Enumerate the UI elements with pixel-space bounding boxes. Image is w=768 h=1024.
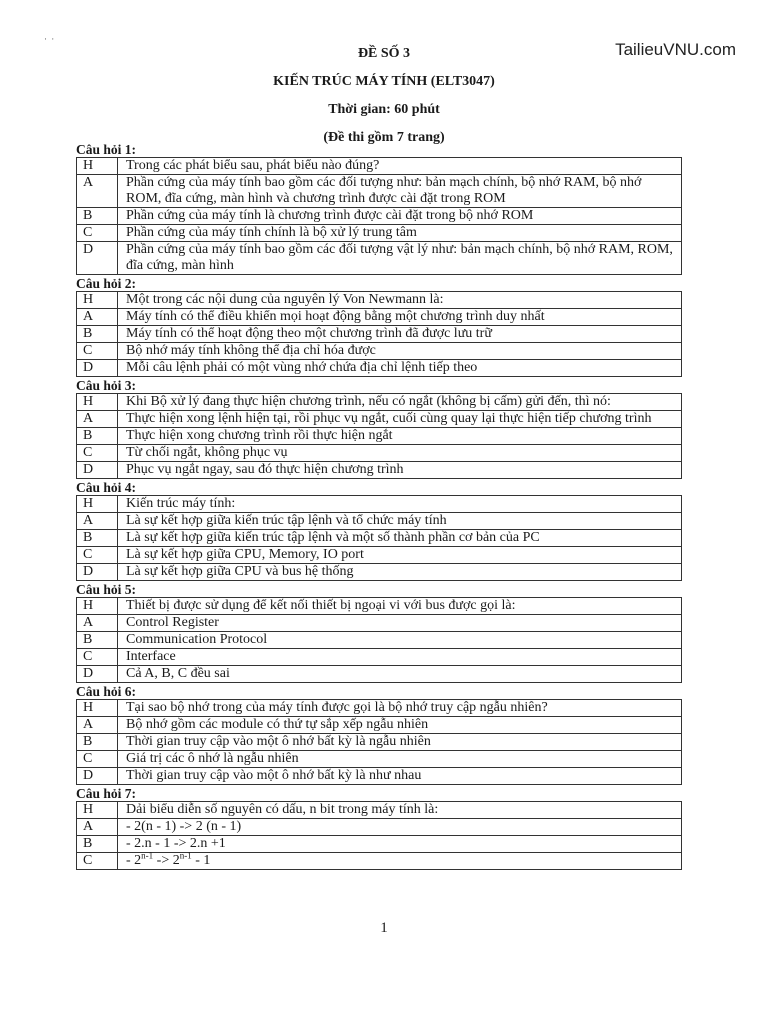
option-text [118, 850, 682, 870]
option-key: C [77, 225, 118, 242]
option-row [77, 649, 682, 666]
option-row [77, 666, 682, 683]
exam-number: ĐỀ SỐ 3 [357, 46, 411, 61]
option-key: C [77, 547, 118, 564]
option-text: Máy tính có thể điều khiển mọi hoạt động bằng một chương trình duy nhất [118, 309, 682, 326]
option-key: C [77, 343, 118, 360]
option-text: Bộ nhớ gồm các module có thứ tự sắp xếp ngẫu nhiên [118, 717, 682, 734]
formula-part: - 2 [126, 853, 142, 868]
option-row [77, 428, 682, 445]
question-text: Tại sao bộ nhớ trong của máy tính được gọi là bộ nhớ truy cập ngẫu nhiên? [118, 700, 682, 717]
option-row [77, 564, 682, 581]
question-row [77, 700, 682, 717]
option-row [77, 836, 682, 853]
formula-part: - 1 [191, 853, 211, 868]
option-text: Phần cứng của máy tính bao gồm các đối tượng vật lý như: bản mạch chính, bộ nhớ RAM, ROM, đĩa cứng, màn hình [118, 242, 682, 275]
option-key: D [77, 360, 118, 377]
scan-specks: · · [44, 34, 56, 44]
option-row [77, 343, 682, 360]
page-number: 1 [380, 920, 388, 936]
option-row [77, 751, 682, 768]
question-text: Dải biểu diễn số nguyên có dấu, n bit trong máy tính là: [118, 802, 682, 819]
option-row [77, 208, 682, 225]
question-table [76, 393, 682, 479]
option-key: C [77, 751, 118, 768]
question-table [76, 495, 682, 581]
question-row [77, 292, 682, 309]
option-text: Phục vụ ngắt ngay, sau đó thực hiện chương trình [118, 462, 682, 479]
option-text: Thời gian truy cập vào một ô nhớ bất kỳ là ngẫu nhiên [118, 734, 682, 751]
option-row [77, 530, 682, 547]
question-table [76, 699, 682, 785]
option-text: Máy tính có thể hoạt động theo một chương trình đã được lưu trữ [118, 326, 682, 343]
option-key: C [77, 649, 118, 666]
option-key: D [77, 564, 118, 581]
option-text: Là sự kết hợp giữa CPU, Memory, IO port [118, 547, 682, 564]
question-title: Câu hỏi 6: [76, 684, 137, 699]
question-row [77, 802, 682, 819]
question-row [77, 598, 682, 615]
option-row [77, 768, 682, 785]
question-title: Câu hỏi 5: [76, 582, 137, 597]
option-text: Thực hiện xong chương trình rồi thực hiện ngắt [118, 428, 682, 445]
option-row [77, 547, 682, 564]
question-title: Câu hỏi 4: [76, 480, 137, 495]
question-table [76, 801, 682, 870]
option-key: B [77, 836, 118, 853]
option-row [77, 632, 682, 649]
option-text: - 2(n - 1) -> 2 (n - 1) [118, 819, 682, 836]
question-title: Câu hỏi 3: [76, 378, 137, 393]
option-key: B [77, 530, 118, 547]
option-key: H [77, 394, 118, 411]
option-key: C [77, 445, 118, 462]
option-key: H [77, 158, 118, 175]
option-key: B [77, 326, 118, 343]
question-text: Trong các phát biểu sau, phát biểu nào đúng? [118, 158, 682, 175]
option-key: A [77, 411, 118, 428]
option-text: - 2.n - 1 -> 2.n +1 [118, 836, 682, 853]
option-key: A [77, 717, 118, 734]
option-key: A [77, 175, 118, 208]
option-key: A [77, 615, 118, 632]
option-key: B [77, 632, 118, 649]
option-key: D [77, 242, 118, 275]
pages-note: (Đề thi gồm 7 trang) [323, 130, 445, 145]
option-row [77, 326, 682, 343]
question-title: Câu hỏi 2: [76, 276, 137, 291]
option-key: A [77, 513, 118, 530]
option-key: H [77, 700, 118, 717]
option-key: C [77, 853, 118, 870]
option-key: D [77, 768, 118, 785]
option-key: H [77, 598, 118, 615]
question-table [76, 291, 682, 377]
option-key: A [77, 819, 118, 836]
question-text: Kiến trúc máy tính: [118, 496, 682, 513]
question-text: Thiết bị được sử dụng để kết nối thiết bị ngoại vi với bus được gọi là: [118, 598, 682, 615]
option-row [77, 360, 682, 377]
option-text: Interface [118, 649, 682, 666]
option-key: H [77, 292, 118, 309]
option-text: Là sự kết hợp giữa kiến trúc tập lệnh và một số thành phần cơ bản của PC [118, 530, 682, 547]
question-text: Khi Bộ xử lý đang thực hiện chương trình, nếu có ngắt (không bị cấm) gửi đến, thì nó: [118, 394, 682, 411]
option-row [77, 717, 682, 734]
exam-duration: Thời gian: 60 phút [328, 102, 440, 117]
option-text: Phần cứng của máy tính là chương trình được cài đặt trong bộ nhớ ROM [118, 208, 682, 225]
exam-header [0, 40, 768, 152]
option-row [77, 242, 682, 275]
option-row [77, 462, 682, 479]
option-text: Communication Protocol [118, 632, 682, 649]
option-key: D [77, 462, 118, 479]
option-row [77, 445, 682, 462]
option-row [77, 309, 682, 326]
question-list [76, 143, 682, 872]
option-text: Từ chối ngắt, không phục vụ [118, 445, 682, 462]
option-key: A [77, 309, 118, 326]
question-title: Câu hỏi 7: [76, 786, 137, 801]
option-text: Mỗi câu lệnh phải có một vùng nhớ chứa địa chỉ lệnh tiếp theo [118, 360, 682, 377]
option-text: Phần cứng của máy tính bao gồm các đối tượng như: bản mạch chính, bộ nhớ RAM, bộ nhớ ROM, đĩa cứng, màn hình và chương trình được cài đặt trong ROM [118, 175, 682, 208]
option-text: Cả A, B, C đều sai [118, 666, 682, 683]
option-row [77, 513, 682, 530]
option-row [77, 615, 682, 632]
course-title: KIẾN TRÚC MÁY TÍNH (ELT3047) [273, 74, 495, 89]
option-text: Control Register [118, 615, 682, 632]
option-text: Thời gian truy cập vào một ô nhớ bất kỳ là như nhau [118, 768, 682, 785]
option-row [77, 225, 682, 242]
option-row [77, 734, 682, 751]
question-table [76, 597, 682, 683]
option-text: Là sự kết hợp giữa CPU và bus hệ thống [118, 564, 682, 581]
option-text: Bộ nhớ máy tính không thể địa chỉ hóa được [118, 343, 682, 360]
superscript: n-1 [141, 850, 154, 861]
option-text: Phần cứng của máy tính chính là bộ xử lý trung tâm [118, 225, 682, 242]
option-row [77, 175, 682, 208]
question-table [76, 157, 682, 275]
question-row [77, 496, 682, 513]
formula-part: -> 2 [153, 853, 180, 868]
option-key: H [77, 496, 118, 513]
question-title: Câu hỏi 1: [76, 142, 137, 157]
option-text: Giá trị các ô nhớ là ngẫu nhiên [118, 751, 682, 768]
option-row [77, 819, 682, 836]
question-row [77, 158, 682, 175]
option-key: B [77, 734, 118, 751]
question-text: Một trong các nội dung của nguyên lý Von Newmann là: [118, 292, 682, 309]
option-key: B [77, 428, 118, 445]
option-row [77, 853, 682, 870]
option-text: Là sự kết hợp giữa kiến trúc tập lệnh và tổ chức máy tính [118, 513, 682, 530]
option-row [77, 411, 682, 428]
option-key: D [77, 666, 118, 683]
option-text: Thực hiện xong lệnh hiện tại, rồi phục vụ ngắt, cuối cùng quay lại thực hiện tiếp chương trình [118, 411, 682, 428]
superscript: n-1 [179, 850, 192, 861]
question-row [77, 394, 682, 411]
watermark-logo: TailieuVNU.com [615, 40, 736, 59]
option-key: B [77, 208, 118, 225]
option-key: H [77, 802, 118, 819]
